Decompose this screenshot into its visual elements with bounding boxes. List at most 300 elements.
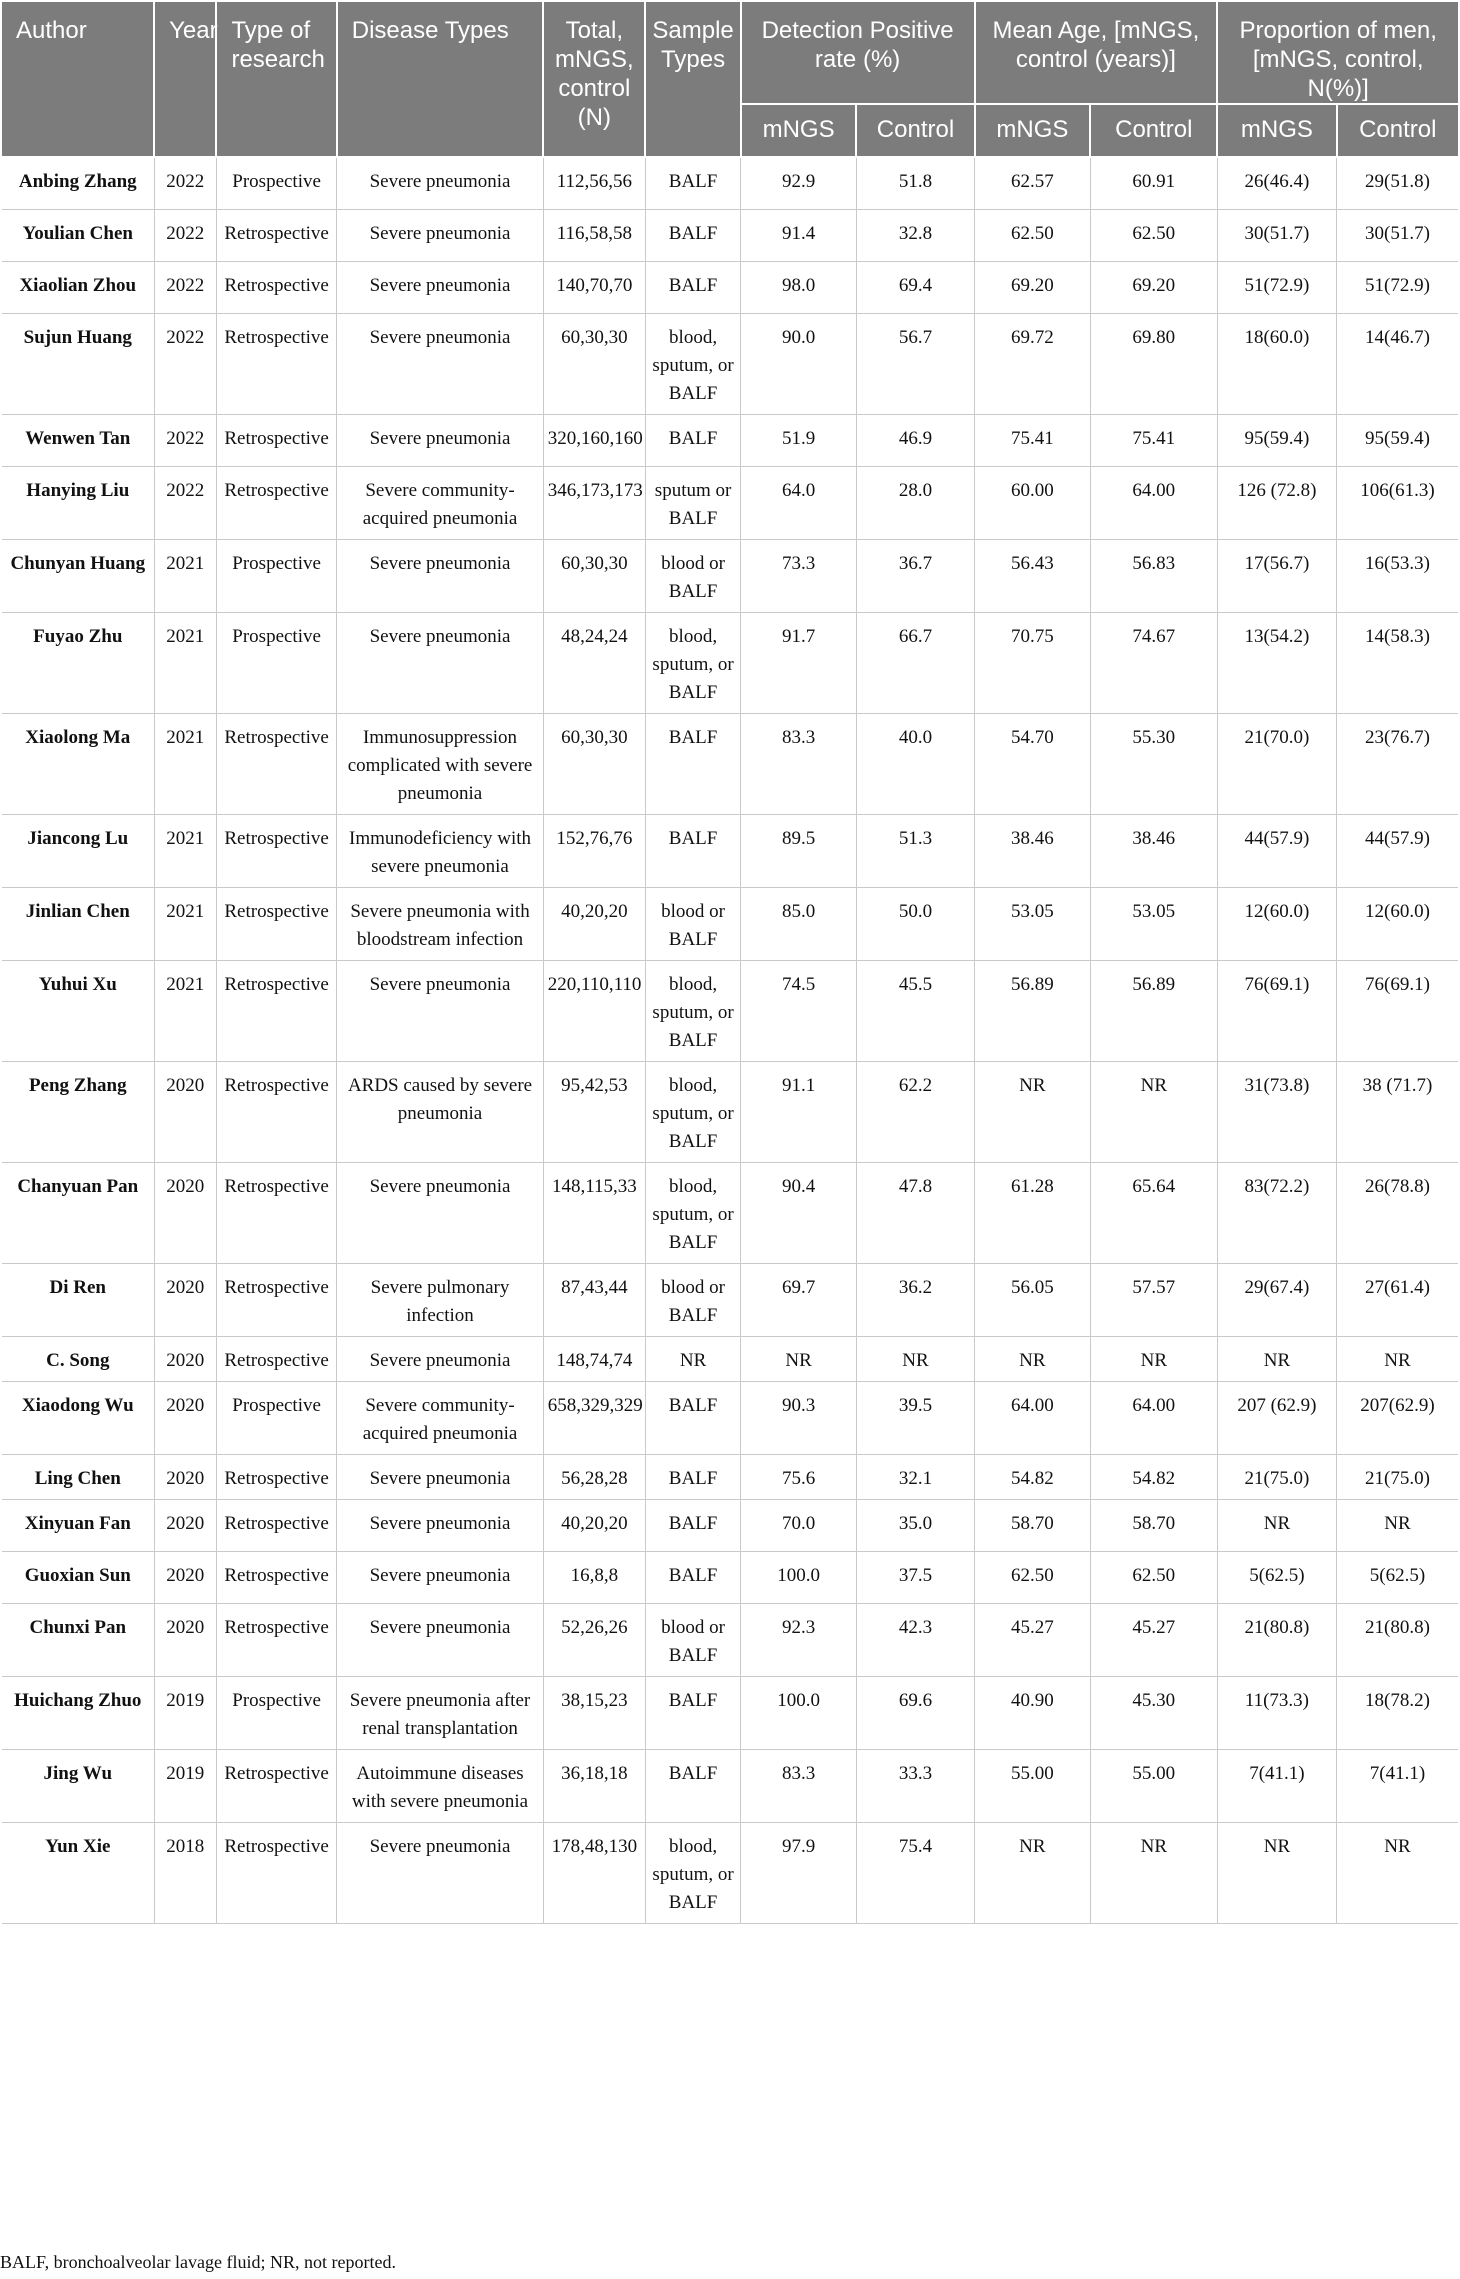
cell-age-mngs: 62.57	[975, 157, 1091, 209]
cell-detection-control: 37.5	[856, 1551, 974, 1603]
cell-year: 2018	[154, 1822, 216, 1923]
cell-detection-mngs: 100.0	[741, 1551, 857, 1603]
cell-disease: Severe pneumonia	[337, 1454, 544, 1499]
cell-type: Retrospective	[216, 1162, 336, 1263]
cell-author: Jiancong Lu	[2, 814, 154, 887]
cell-year: 2021	[154, 612, 216, 713]
table-row	[2, 313, 1458, 414]
cell-year: 2021	[154, 539, 216, 612]
cell-men-control: 30(51.7)	[1337, 209, 1459, 261]
cell-sample: BALF	[645, 814, 740, 887]
cell-age-control: 57.57	[1090, 1263, 1217, 1336]
cell-total: 140,70,70	[543, 261, 645, 313]
cell-sample: blood, sputum, or BALF	[645, 1162, 740, 1263]
cell-detection-control: 45.5	[856, 960, 974, 1061]
cell-author: Chunxi Pan	[2, 1603, 154, 1676]
cell-type: Retrospective	[216, 313, 336, 414]
cell-age-mngs: 45.27	[975, 1603, 1091, 1676]
cell-year: 2022	[154, 261, 216, 313]
header-total: Total, mNGS, control (N)	[543, 2, 645, 157]
cell-men-control: NR	[1337, 1336, 1459, 1381]
cell-detection-mngs: 97.9	[741, 1822, 857, 1923]
cell-sample: blood, sputum, or BALF	[645, 1822, 740, 1923]
cell-total: 56,28,28	[543, 1454, 645, 1499]
cell-detection-control: 42.3	[856, 1603, 974, 1676]
cell-total: 658,329,329	[543, 1381, 645, 1454]
cell-sample: blood or BALF	[645, 1603, 740, 1676]
cell-men-control: 12(60.0)	[1337, 887, 1459, 960]
cell-age-control: 56.83	[1090, 539, 1217, 612]
cell-disease: Severe pneumonia	[337, 313, 544, 414]
cell-men-mngs: 44(57.9)	[1217, 814, 1336, 887]
cell-total: 48,24,24	[543, 612, 645, 713]
cell-sample: BALF	[645, 713, 740, 814]
cell-total: 148,115,33	[543, 1162, 645, 1263]
cell-age-control: 45.30	[1090, 1676, 1217, 1749]
cell-detection-control: 69.4	[856, 261, 974, 313]
cell-author: Xiaolong Ma	[2, 713, 154, 814]
cell-total: 116,58,58	[543, 209, 645, 261]
cell-author: Youlian Chen	[2, 209, 154, 261]
cell-men-control: 16(53.3)	[1337, 539, 1459, 612]
cell-men-mngs: 126 (72.8)	[1217, 466, 1336, 539]
cell-author: Peng Zhang	[2, 1061, 154, 1162]
cell-author: Hanying Liu	[2, 466, 154, 539]
cell-type: Prospective	[216, 1381, 336, 1454]
cell-detection-control: 47.8	[856, 1162, 974, 1263]
cell-detection-mngs: 98.0	[741, 261, 857, 313]
cell-sample: blood, sputum, or BALF	[645, 612, 740, 713]
cell-sample: blood or BALF	[645, 1263, 740, 1336]
table-row	[2, 539, 1458, 612]
header-detection: Detection Positive rate (%)	[741, 2, 975, 104]
cell-age-mngs: 62.50	[975, 1551, 1091, 1603]
cell-detection-mngs: 74.5	[741, 960, 857, 1061]
cell-type: Retrospective	[216, 1336, 336, 1381]
table-row	[2, 209, 1458, 261]
table-row	[2, 1676, 1458, 1749]
cell-age-control: 38.46	[1090, 814, 1217, 887]
table-row	[2, 414, 1458, 466]
cell-type: Retrospective	[216, 1499, 336, 1551]
cell-men-mngs: NR	[1217, 1822, 1336, 1923]
cell-age-control: 62.50	[1090, 1551, 1217, 1603]
cell-sample: BALF	[645, 1749, 740, 1822]
cell-year: 2019	[154, 1749, 216, 1822]
cell-sample: BALF	[645, 1676, 740, 1749]
cell-total: 87,43,44	[543, 1263, 645, 1336]
cell-men-mngs: 21(75.0)	[1217, 1454, 1336, 1499]
table-row	[2, 1263, 1458, 1336]
header-age-control: Control	[1090, 104, 1217, 157]
cell-age-control: 69.20	[1090, 261, 1217, 313]
cell-type: Prospective	[216, 539, 336, 612]
cell-detection-control: 62.2	[856, 1061, 974, 1162]
cell-men-mngs: 11(73.3)	[1217, 1676, 1336, 1749]
cell-age-mngs: 61.28	[975, 1162, 1091, 1263]
cell-men-control: 14(46.7)	[1337, 313, 1459, 414]
cell-type: Retrospective	[216, 414, 336, 466]
cell-total: 36,18,18	[543, 1749, 645, 1822]
cell-age-control: 62.50	[1090, 209, 1217, 261]
table-row	[2, 1822, 1458, 1923]
cell-men-control: 106(61.3)	[1337, 466, 1459, 539]
cell-type: Retrospective	[216, 713, 336, 814]
cell-detection-mngs: 91.7	[741, 612, 857, 713]
cell-disease: Severe pneumonia	[337, 261, 544, 313]
cell-men-mngs: 26(46.4)	[1217, 157, 1336, 209]
cell-detection-mngs: 89.5	[741, 814, 857, 887]
cell-detection-mngs: 83.3	[741, 713, 857, 814]
cell-detection-mngs: 100.0	[741, 1676, 857, 1749]
table-header	[2, 2, 1458, 157]
cell-men-control: 27(61.4)	[1337, 1263, 1459, 1336]
cell-age-mngs: 58.70	[975, 1499, 1091, 1551]
cell-age-control: 56.89	[1090, 960, 1217, 1061]
cell-men-mngs: 76(69.1)	[1217, 960, 1336, 1061]
cell-detection-mngs: NR	[741, 1336, 857, 1381]
cell-men-mngs: 13(54.2)	[1217, 612, 1336, 713]
cell-age-mngs: 54.70	[975, 713, 1091, 814]
cell-author: Xiaolian Zhou	[2, 261, 154, 313]
cell-disease: Severe community-acquired pneumonia	[337, 466, 544, 539]
cell-author: Wenwen Tan	[2, 414, 154, 466]
cell-detection-control: 39.5	[856, 1381, 974, 1454]
cell-total: 60,30,30	[543, 713, 645, 814]
cell-author: Yuhui Xu	[2, 960, 154, 1061]
cell-age-control: 69.80	[1090, 313, 1217, 414]
cell-detection-control: 35.0	[856, 1499, 974, 1551]
cell-disease: Severe pneumonia	[337, 1603, 544, 1676]
cell-year: 2021	[154, 887, 216, 960]
cell-author: Anbing Zhang	[2, 157, 154, 209]
cell-men-control: 76(69.1)	[1337, 960, 1459, 1061]
cell-sample: BALF	[645, 261, 740, 313]
cell-detection-control: 50.0	[856, 887, 974, 960]
cell-detection-control: 32.8	[856, 209, 974, 261]
cell-age-mngs: 55.00	[975, 1749, 1091, 1822]
cell-detection-control: 75.4	[856, 1822, 974, 1923]
cell-author: Jing Wu	[2, 1749, 154, 1822]
cell-author: Xiaodong Wu	[2, 1381, 154, 1454]
cell-age-control: 58.70	[1090, 1499, 1217, 1551]
cell-disease: Severe pneumonia	[337, 157, 544, 209]
cell-total: 40,20,20	[543, 1499, 645, 1551]
cell-author: Xinyuan Fan	[2, 1499, 154, 1551]
cell-year: 2020	[154, 1499, 216, 1551]
cell-men-mngs: 207 (62.9)	[1217, 1381, 1336, 1454]
cell-disease: Autoimmune diseases with severe pneumonia	[337, 1749, 544, 1822]
cell-age-control: 54.82	[1090, 1454, 1217, 1499]
table-row	[2, 1162, 1458, 1263]
cell-disease: Severe pulmonary infection	[337, 1263, 544, 1336]
header-age-mngs: mNGS	[975, 104, 1091, 157]
cell-detection-mngs: 64.0	[741, 466, 857, 539]
table-row	[2, 713, 1458, 814]
table-row	[2, 612, 1458, 713]
cell-sample: BALF	[645, 1381, 740, 1454]
cell-age-mngs: 62.50	[975, 209, 1091, 261]
cell-disease: Severe pneumonia	[337, 414, 544, 466]
header-detection-control: Control	[856, 104, 974, 157]
cell-disease: Severe pneumonia after renal transplantation	[337, 1676, 544, 1749]
cell-type: Retrospective	[216, 466, 336, 539]
cell-detection-control: 32.1	[856, 1454, 974, 1499]
cell-men-control: 7(41.1)	[1337, 1749, 1459, 1822]
cell-age-mngs: 64.00	[975, 1381, 1091, 1454]
header-men: Proportion of men, [mNGS, control, N(%)]	[1217, 2, 1458, 104]
header-men-mngs: mNGS	[1217, 104, 1336, 157]
cell-sample: BALF	[645, 1499, 740, 1551]
cell-year: 2020	[154, 1551, 216, 1603]
cell-sample: BALF	[645, 414, 740, 466]
cell-disease: Severe pneumonia	[337, 209, 544, 261]
cell-men-control: 44(57.9)	[1337, 814, 1459, 887]
header-author: Author	[2, 2, 154, 157]
cell-men-mngs: 30(51.7)	[1217, 209, 1336, 261]
header-disease: Disease Types	[337, 2, 544, 157]
cell-age-control: 53.05	[1090, 887, 1217, 960]
cell-age-control: NR	[1090, 1336, 1217, 1381]
cell-men-control: NR	[1337, 1822, 1459, 1923]
cell-detection-mngs: 90.3	[741, 1381, 857, 1454]
cell-age-mngs: 56.43	[975, 539, 1091, 612]
table-row	[2, 1603, 1458, 1676]
cell-age-mngs: 60.00	[975, 466, 1091, 539]
cell-disease: Immunodeficiency with severe pneumonia	[337, 814, 544, 887]
cell-type: Retrospective	[216, 1454, 336, 1499]
cell-detection-control: 36.7	[856, 539, 974, 612]
cell-men-mngs: 12(60.0)	[1217, 887, 1336, 960]
cell-age-control: 74.67	[1090, 612, 1217, 713]
cell-author: Guoxian Sun	[2, 1551, 154, 1603]
cell-men-mngs: 83(72.2)	[1217, 1162, 1336, 1263]
table-row	[2, 1551, 1458, 1603]
table-row	[2, 1499, 1458, 1551]
cell-disease: Severe pneumonia	[337, 1551, 544, 1603]
cell-detection-mngs: 51.9	[741, 414, 857, 466]
cell-detection-control: 56.7	[856, 313, 974, 414]
cell-type: Retrospective	[216, 261, 336, 313]
cell-type: Retrospective	[216, 887, 336, 960]
cell-year: 2020	[154, 1263, 216, 1336]
cell-year: 2020	[154, 1603, 216, 1676]
cell-sample: blood, sputum, or BALF	[645, 960, 740, 1061]
cell-year: 2020	[154, 1454, 216, 1499]
cell-men-control: 38 (71.7)	[1337, 1061, 1459, 1162]
cell-age-mngs: 69.20	[975, 261, 1091, 313]
cell-year: 2020	[154, 1061, 216, 1162]
header-detection-mngs: mNGS	[741, 104, 857, 157]
cell-age-control: 64.00	[1090, 466, 1217, 539]
cell-year: 2019	[154, 1676, 216, 1749]
cell-men-control: 26(78.8)	[1337, 1162, 1459, 1263]
cell-year: 2020	[154, 1381, 216, 1454]
cell-year: 2021	[154, 713, 216, 814]
cell-author: Fuyao Zhu	[2, 612, 154, 713]
cell-detection-mngs: 92.3	[741, 1603, 857, 1676]
cell-men-control: 21(75.0)	[1337, 1454, 1459, 1499]
table-row	[2, 960, 1458, 1061]
cell-sample: blood or BALF	[645, 539, 740, 612]
cell-age-control: NR	[1090, 1061, 1217, 1162]
cell-author: Chanyuan Pan	[2, 1162, 154, 1263]
table-body	[2, 157, 1458, 1923]
cell-age-mngs: 69.72	[975, 313, 1091, 414]
cell-total: 320,160,160	[543, 414, 645, 466]
table-row	[2, 814, 1458, 887]
cell-sample: NR	[645, 1336, 740, 1381]
table-row	[2, 157, 1458, 209]
cell-detection-mngs: 69.7	[741, 1263, 857, 1336]
table-row	[2, 1061, 1458, 1162]
cell-men-mngs: 5(62.5)	[1217, 1551, 1336, 1603]
cell-type: Retrospective	[216, 1551, 336, 1603]
cell-sample: blood or BALF	[645, 887, 740, 960]
cell-age-mngs: 75.41	[975, 414, 1091, 466]
cell-detection-mngs: 75.6	[741, 1454, 857, 1499]
cell-type: Retrospective	[216, 1822, 336, 1923]
cell-men-control: 21(80.8)	[1337, 1603, 1459, 1676]
cell-detection-mngs: 91.4	[741, 209, 857, 261]
cell-detection-mngs: 73.3	[741, 539, 857, 612]
cell-type: Prospective	[216, 612, 336, 713]
cell-year: 2020	[154, 1162, 216, 1263]
cell-total: 52,26,26	[543, 1603, 645, 1676]
cell-age-control: 65.64	[1090, 1162, 1217, 1263]
cell-detection-control: NR	[856, 1336, 974, 1381]
cell-detection-mngs: 85.0	[741, 887, 857, 960]
cell-men-control: 5(62.5)	[1337, 1551, 1459, 1603]
cell-year: 2021	[154, 960, 216, 1061]
table-row	[2, 261, 1458, 313]
table-row	[2, 1336, 1458, 1381]
cell-total: 16,8,8	[543, 1551, 645, 1603]
cell-age-control: 45.27	[1090, 1603, 1217, 1676]
cell-detection-mngs: 70.0	[741, 1499, 857, 1551]
cell-disease: Severe pneumonia	[337, 539, 544, 612]
cell-sample: blood, sputum, or BALF	[645, 313, 740, 414]
cell-type: Retrospective	[216, 1061, 336, 1162]
cell-author: C. Song	[2, 1336, 154, 1381]
cell-age-control: NR	[1090, 1822, 1217, 1923]
cell-detection-control: 46.9	[856, 414, 974, 466]
cell-men-control: 29(51.8)	[1337, 157, 1459, 209]
cell-age-mngs: 53.05	[975, 887, 1091, 960]
cell-detection-control: 40.0	[856, 713, 974, 814]
cell-men-control: NR	[1337, 1499, 1459, 1551]
cell-disease: Severe community-acquired pneumonia	[337, 1381, 544, 1454]
cell-age-mngs: NR	[975, 1336, 1091, 1381]
cell-age-mngs: 38.46	[975, 814, 1091, 887]
cell-detection-control: 28.0	[856, 466, 974, 539]
cell-men-mngs: 95(59.4)	[1217, 414, 1336, 466]
cell-sample: BALF	[645, 157, 740, 209]
cell-disease: Severe pneumonia	[337, 960, 544, 1061]
header-type: Type of research	[216, 2, 336, 157]
cell-detection-mngs: 83.3	[741, 1749, 857, 1822]
cell-detection-control: 69.6	[856, 1676, 974, 1749]
cell-type: Prospective	[216, 157, 336, 209]
cell-type: Retrospective	[216, 209, 336, 261]
study-table-container	[2, 2, 1458, 1924]
cell-author: Ling Chen	[2, 1454, 154, 1499]
cell-year: 2020	[154, 1336, 216, 1381]
cell-disease: Severe pneumonia	[337, 612, 544, 713]
cell-detection-control: 33.3	[856, 1749, 974, 1822]
cell-author: Di Ren	[2, 1263, 154, 1336]
cell-men-mngs: 21(70.0)	[1217, 713, 1336, 814]
cell-type: Retrospective	[216, 1749, 336, 1822]
cell-disease: Severe pneumonia	[337, 1336, 544, 1381]
cell-detection-control: 51.8	[856, 157, 974, 209]
header-year: Year	[154, 2, 216, 157]
cell-men-mngs: 21(80.8)	[1217, 1603, 1336, 1676]
cell-type: Retrospective	[216, 1263, 336, 1336]
cell-age-mngs: 40.90	[975, 1676, 1091, 1749]
table-row	[2, 466, 1458, 539]
cell-total: 112,56,56	[543, 157, 645, 209]
cell-men-control: 23(76.7)	[1337, 713, 1459, 814]
cell-age-control: 55.30	[1090, 713, 1217, 814]
table-row	[2, 1381, 1458, 1454]
cell-age-control: 60.91	[1090, 157, 1217, 209]
cell-men-control: 51(72.9)	[1337, 261, 1459, 313]
cell-men-control: 14(58.3)	[1337, 612, 1459, 713]
header-men-control: Control	[1337, 104, 1459, 157]
cell-detection-mngs: 90.4	[741, 1162, 857, 1263]
cell-men-mngs: 29(67.4)	[1217, 1263, 1336, 1336]
cell-sample: BALF	[645, 209, 740, 261]
cell-year: 2022	[154, 466, 216, 539]
cell-men-control: 95(59.4)	[1337, 414, 1459, 466]
cell-men-mngs: 31(73.8)	[1217, 1061, 1336, 1162]
cell-men-control: 18(78.2)	[1337, 1676, 1459, 1749]
cell-men-mngs: 51(72.9)	[1217, 261, 1336, 313]
table-footnote: BALF, bronchoalveolar lavage fluid; NR, not reported.	[0, 2252, 396, 2272]
cell-type: Retrospective	[216, 960, 336, 1061]
cell-disease: Severe pneumonia	[337, 1499, 544, 1551]
cell-total: 152,76,76	[543, 814, 645, 887]
cell-disease: Immunosuppression complicated with severe pneumonia	[337, 713, 544, 814]
cell-total: 346,173,173	[543, 466, 645, 539]
cell-age-mngs: 70.75	[975, 612, 1091, 713]
table-row	[2, 1454, 1458, 1499]
cell-author: Sujun Huang	[2, 313, 154, 414]
cell-total: 178,48,130	[543, 1822, 645, 1923]
cell-age-mngs: 54.82	[975, 1454, 1091, 1499]
cell-total: 95,42,53	[543, 1061, 645, 1162]
cell-year: 2021	[154, 814, 216, 887]
cell-author: Huichang Zhuo	[2, 1676, 154, 1749]
cell-year: 2022	[154, 209, 216, 261]
cell-detection-control: 51.3	[856, 814, 974, 887]
cell-total: 38,15,23	[543, 1676, 645, 1749]
cell-author: Chunyan Huang	[2, 539, 154, 612]
cell-men-mngs: 18(60.0)	[1217, 313, 1336, 414]
header-sample: Sample Types	[645, 2, 740, 157]
study-characteristics-table	[2, 2, 1458, 1924]
cell-men-control: 207(62.9)	[1337, 1381, 1459, 1454]
cell-sample: blood, sputum, or BALF	[645, 1061, 740, 1162]
cell-men-mngs: 17(56.7)	[1217, 539, 1336, 612]
cell-total: 148,74,74	[543, 1336, 645, 1381]
cell-type: Retrospective	[216, 814, 336, 887]
cell-age-control: 75.41	[1090, 414, 1217, 466]
cell-year: 2022	[154, 157, 216, 209]
cell-year: 2022	[154, 313, 216, 414]
cell-sample: BALF	[645, 1454, 740, 1499]
